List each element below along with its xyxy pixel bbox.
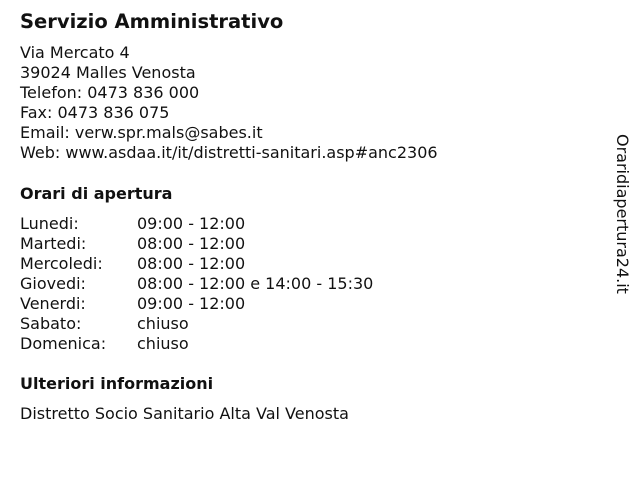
- site-watermark: Oraridiapertura24.it: [613, 134, 632, 294]
- day-label: Lunedi:: [20, 214, 79, 233]
- hours-row-tuesday: [20, 234, 373, 254]
- address-block: [20, 43, 438, 163]
- day-label: Venerdi:: [20, 294, 86, 313]
- hours-row-sunday: [20, 334, 373, 354]
- day-label: Sabato:: [20, 314, 82, 333]
- hours-row-monday: [20, 214, 373, 234]
- day-label: Giovedi:: [20, 274, 86, 293]
- further-info-heading: Ulteriori informazioni: [20, 374, 214, 393]
- further-info-text: Distretto Socio Sanitario Alta Val Venosta: [20, 404, 349, 423]
- opening-hours-heading: Orari di apertura: [20, 184, 173, 203]
- hours-value: chiuso: [137, 334, 189, 353]
- city: 39024 Malles Venosta: [20, 63, 196, 82]
- hours-row-wednesday: [20, 254, 373, 274]
- hours-value: 08:00 - 12:00: [137, 254, 246, 273]
- day-label: Domenica:: [20, 334, 107, 353]
- hours-value: 09:00 - 12:00: [137, 214, 246, 233]
- hours-value: 09:00 - 12:00: [137, 294, 246, 313]
- opening-hours-table: [20, 214, 373, 354]
- phone-number: Telefon: 0473 836 000: [20, 83, 200, 102]
- hours-row-friday: [20, 294, 373, 314]
- website-url: Web: www.asdaa.it/it/distretti-sanitari.asp#anc2306: [20, 143, 438, 162]
- hours-value: 08:00 - 12:00 e 14:00 - 15:30: [137, 274, 374, 293]
- hours-row-thursday: [20, 274, 373, 294]
- hours-row-saturday: [20, 314, 373, 334]
- day-label: Mercoledi:: [20, 254, 103, 273]
- street-address: Via Mercato 4: [20, 43, 130, 62]
- fax-number: Fax: 0473 836 075: [20, 103, 170, 122]
- hours-value: 08:00 - 12:00: [137, 234, 246, 253]
- email-address: Email: verw.spr.mals@sabes.it: [20, 123, 263, 142]
- day-label: Martedi:: [20, 234, 87, 253]
- hours-value: chiuso: [137, 314, 189, 333]
- page-title: Servizio Amministrativo: [20, 10, 284, 33]
